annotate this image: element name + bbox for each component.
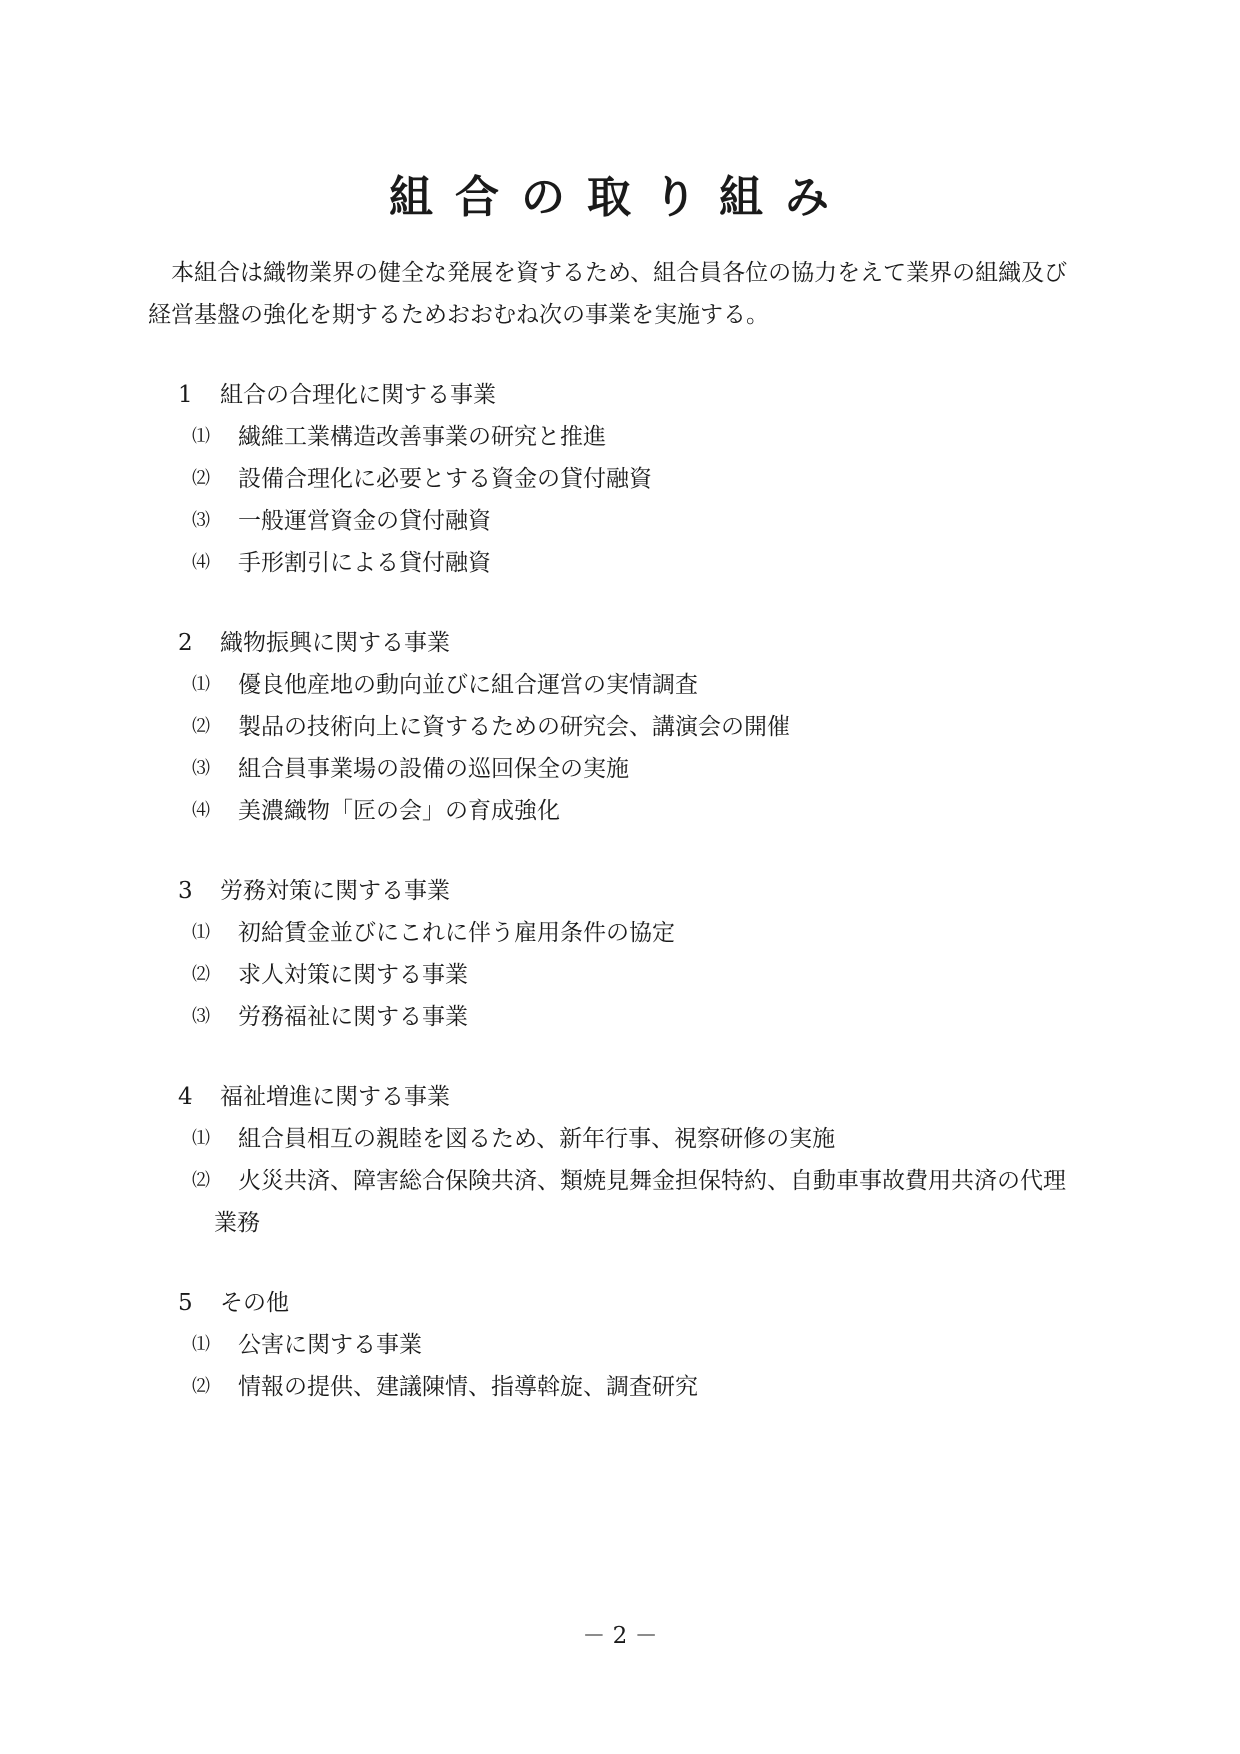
section-heading — [178, 870, 1098, 912]
page-title: 組合の取り組み — [389, 172, 851, 223]
item-text: 優良他産地の動向並びに組合運営の実情調査 — [238, 672, 698, 698]
item-number: ⑷ — [192, 552, 210, 573]
item-text — [214, 1160, 1098, 1244]
item-number: ⑵ — [192, 468, 210, 489]
item-text: 繊維工業構造改善事業の研究と推進 — [238, 424, 606, 450]
section-number: 2 — [178, 630, 193, 656]
item-number: ⑶ — [192, 758, 210, 779]
item-text: 求人対策に関する事業 — [238, 962, 468, 988]
list-item — [178, 748, 1098, 790]
item-number: ⑵ — [192, 964, 210, 985]
intro-line-2: 経営基盤の強化を期するためおおむね次の事業を実施する。 — [148, 302, 769, 328]
section-number: 3 — [178, 878, 193, 904]
list-item — [178, 1366, 1098, 1408]
item-text: 手形割引による貸付融資 — [238, 550, 491, 576]
section-5 — [178, 1282, 1098, 1408]
section-3 — [178, 870, 1098, 1038]
list-item — [178, 458, 1098, 500]
item-text: 組合員相互の親睦を図るため、新年行事、視察研修の実施 — [238, 1126, 836, 1152]
section-title: 組合の合理化に関する事業 — [220, 382, 496, 408]
section-title: その他 — [220, 1290, 289, 1316]
item-text: 情報の提供、建議陳情、指導斡旋、調査研究 — [238, 1374, 698, 1400]
item-number: ⑶ — [192, 510, 210, 531]
list-item — [178, 500, 1098, 542]
item-number: ⑵ — [192, 1170, 210, 1191]
list-item — [178, 954, 1098, 996]
list-item — [178, 416, 1098, 458]
list-item — [178, 664, 1098, 706]
item-text: 一般運営資金の貸付融資 — [238, 508, 491, 534]
section-title: 労務対策に関する事業 — [220, 878, 450, 904]
item-number: ⑵ — [192, 716, 210, 737]
item-number: ⑴ — [192, 1128, 210, 1149]
list-item — [178, 996, 1098, 1038]
list-item — [178, 1324, 1098, 1366]
item-text: 初給賃金並びにこれに伴う雇用条件の協定 — [238, 920, 675, 946]
intro-paragraph — [148, 252, 1098, 336]
section-title: 織物振興に関する事業 — [220, 630, 450, 656]
item-text: 美濃織物「匠の会」の育成強化 — [238, 798, 560, 824]
item-text: 製品の技術向上に資するための研究会、講演会の開催 — [238, 714, 790, 740]
item-number: ⑴ — [192, 674, 210, 695]
list-item — [178, 790, 1098, 832]
page-number: － 2 － — [582, 1623, 658, 1649]
section-1 — [178, 374, 1098, 584]
item-text-line-1: 火災共済、障害総合保険共済、類焼見舞金担保特約、自動車事故費用共済の代理 — [238, 1168, 1066, 1194]
list-item — [178, 706, 1098, 748]
item-number: ⑴ — [192, 1334, 210, 1355]
item-number: ⑷ — [192, 800, 210, 821]
item-text-line-2: 業務 — [214, 1210, 260, 1236]
section-number: 4 — [178, 1084, 193, 1110]
list-item — [178, 1160, 1098, 1244]
item-number: ⑴ — [192, 922, 210, 943]
item-number: ⑵ — [192, 1376, 210, 1397]
section-title: 福祉増進に関する事業 — [220, 1084, 450, 1110]
section-2 — [178, 622, 1098, 832]
list-item — [178, 1118, 1098, 1160]
section-heading — [178, 1282, 1098, 1324]
section-heading — [178, 374, 1098, 416]
item-text: 公害に関する事業 — [238, 1332, 422, 1358]
intro-line-1: 本組合は織物業界の健全な発展を資するため、組合員各位の協力をえて業界の組織及び — [171, 260, 1068, 286]
list-item — [178, 542, 1098, 584]
section-heading — [178, 622, 1098, 664]
list-item — [178, 912, 1098, 954]
item-text: 設備合理化に必要とする資金の貸付融資 — [238, 466, 652, 492]
item-text: 組合員事業場の設備の巡回保全の実施 — [238, 756, 629, 782]
item-text: 労務福祉に関する事業 — [238, 1004, 468, 1030]
section-heading — [178, 1076, 1098, 1118]
section-number: 1 — [178, 382, 193, 408]
item-number: ⑴ — [192, 426, 210, 447]
item-number: ⑶ — [192, 1006, 210, 1027]
section-4 — [178, 1076, 1098, 1244]
section-number: 5 — [178, 1290, 193, 1316]
